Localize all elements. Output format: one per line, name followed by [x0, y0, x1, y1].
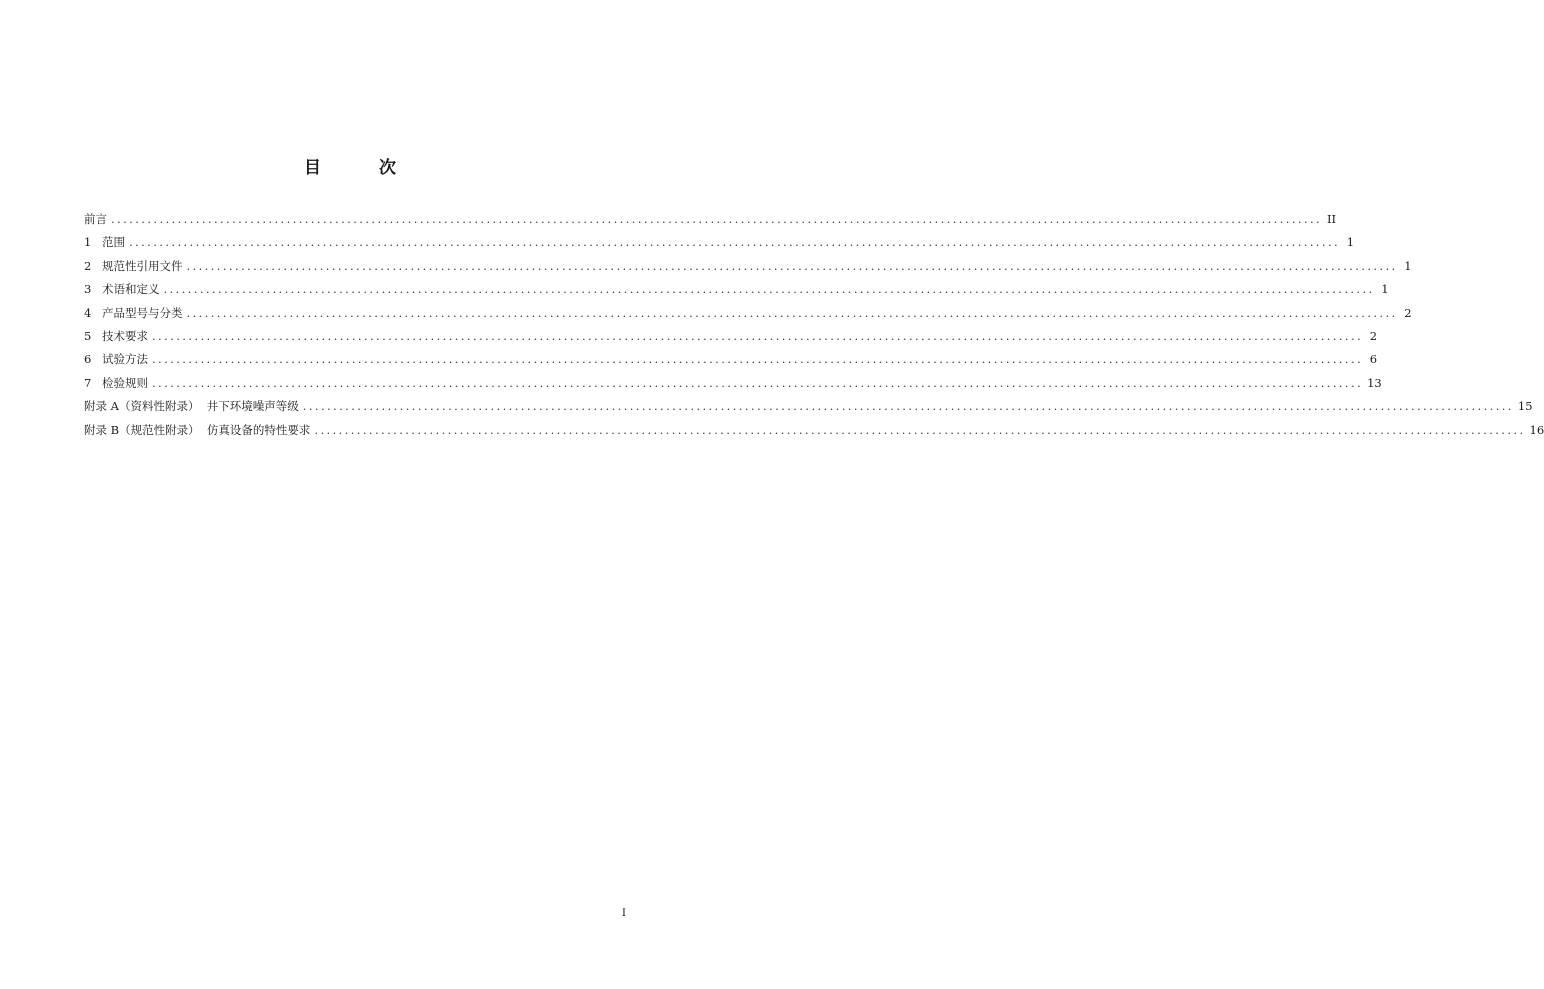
toc-entry-test-methods[interactable]: [84, 348, 1378, 371]
toc-list: [84, 208, 1544, 442]
toc-entry-page: 1: [1404, 258, 1412, 273]
toc-leader-dots: ........................................................................................................................................................................................................: [186, 305, 1398, 320]
toc-entry-page: II: [1327, 212, 1337, 226]
toc-entry-page: 1: [1381, 282, 1389, 297]
toc-entry-number: 3: [84, 282, 92, 297]
toc-entry-scope[interactable]: [84, 231, 1355, 254]
toc-entry-number: 5: [84, 328, 92, 343]
toc-entry-appendix-b[interactable]: [84, 419, 1544, 442]
toc-leader-dots: ........................................................................................................................................................................................................: [129, 235, 1341, 250]
toc-entry-number: 4: [84, 305, 92, 320]
toc-entry-label: 术语和定义: [102, 282, 160, 297]
toc-entry-page: 15: [1517, 399, 1533, 414]
toc-entry-label: 技术要求: [102, 328, 148, 343]
toc-entry-page: 2: [1369, 328, 1378, 343]
toc-entry-label: 产品型号与分类: [102, 305, 183, 320]
toc-entry-page: 16: [1529, 422, 1544, 437]
toc-leader-dots: ........................................................................................................................................................................................................: [111, 212, 1323, 226]
toc-leader-dots: ........................................................................................................................................................................................................: [152, 328, 1364, 343]
toc-entry-page: 6: [1369, 352, 1378, 367]
toc-leader-dots: ........................................................................................................................................................................................................: [302, 399, 1514, 414]
toc-entry-label: 范围: [102, 235, 125, 250]
toc-entry-label: 检验规则: [102, 375, 148, 390]
toc-entry-normative-references[interactable]: [84, 255, 1412, 278]
toc-leader-dots: ........................................................................................................................................................................................................: [152, 352, 1364, 367]
toc-entry-label: 试验方法: [102, 352, 148, 367]
toc-leader-dots: ........................................................................................................................................................................................................: [186, 258, 1398, 273]
page-number: I: [621, 907, 626, 919]
toc-entry-number: 1: [84, 235, 92, 250]
toc-entry-inspection-rules[interactable]: [84, 372, 1382, 395]
toc-entry-label: 附录 A（资料性附录） 井下环境噪声等级: [84, 399, 299, 414]
toc-entry-number: 7: [84, 375, 92, 390]
toc-leader-dots: ........................................................................................................................................................................................................: [152, 375, 1364, 390]
toc-entry-page: 1: [1346, 235, 1355, 250]
toc-entry-model-classification[interactable]: [84, 302, 1412, 325]
toc-entry-label: 前言: [84, 212, 107, 226]
toc-entry-terms-definitions[interactable]: [84, 278, 1389, 301]
toc-entry-technical-requirements[interactable]: [84, 325, 1378, 348]
toc-leader-dots: ........................................................................................................................................................................................................: [314, 422, 1526, 437]
toc-entry-number: 6: [84, 352, 92, 367]
toc-entry-page: 13: [1367, 375, 1382, 390]
toc-entry-appendix-a[interactable]: [84, 395, 1533, 418]
toc-entry-label: 附录 B（规范性附录） 仿真设备的特性要求: [84, 422, 311, 437]
toc-title: 目 次: [304, 158, 422, 178]
toc-entry-page: 2: [1404, 305, 1412, 320]
toc-entry-number: 2: [84, 258, 92, 273]
toc-leader-dots: ........................................................................................................................................................................................................: [163, 282, 1375, 297]
toc-entry-foreword[interactable]: [84, 208, 1337, 231]
toc-entry-label: 规范性引用文件: [102, 258, 183, 273]
